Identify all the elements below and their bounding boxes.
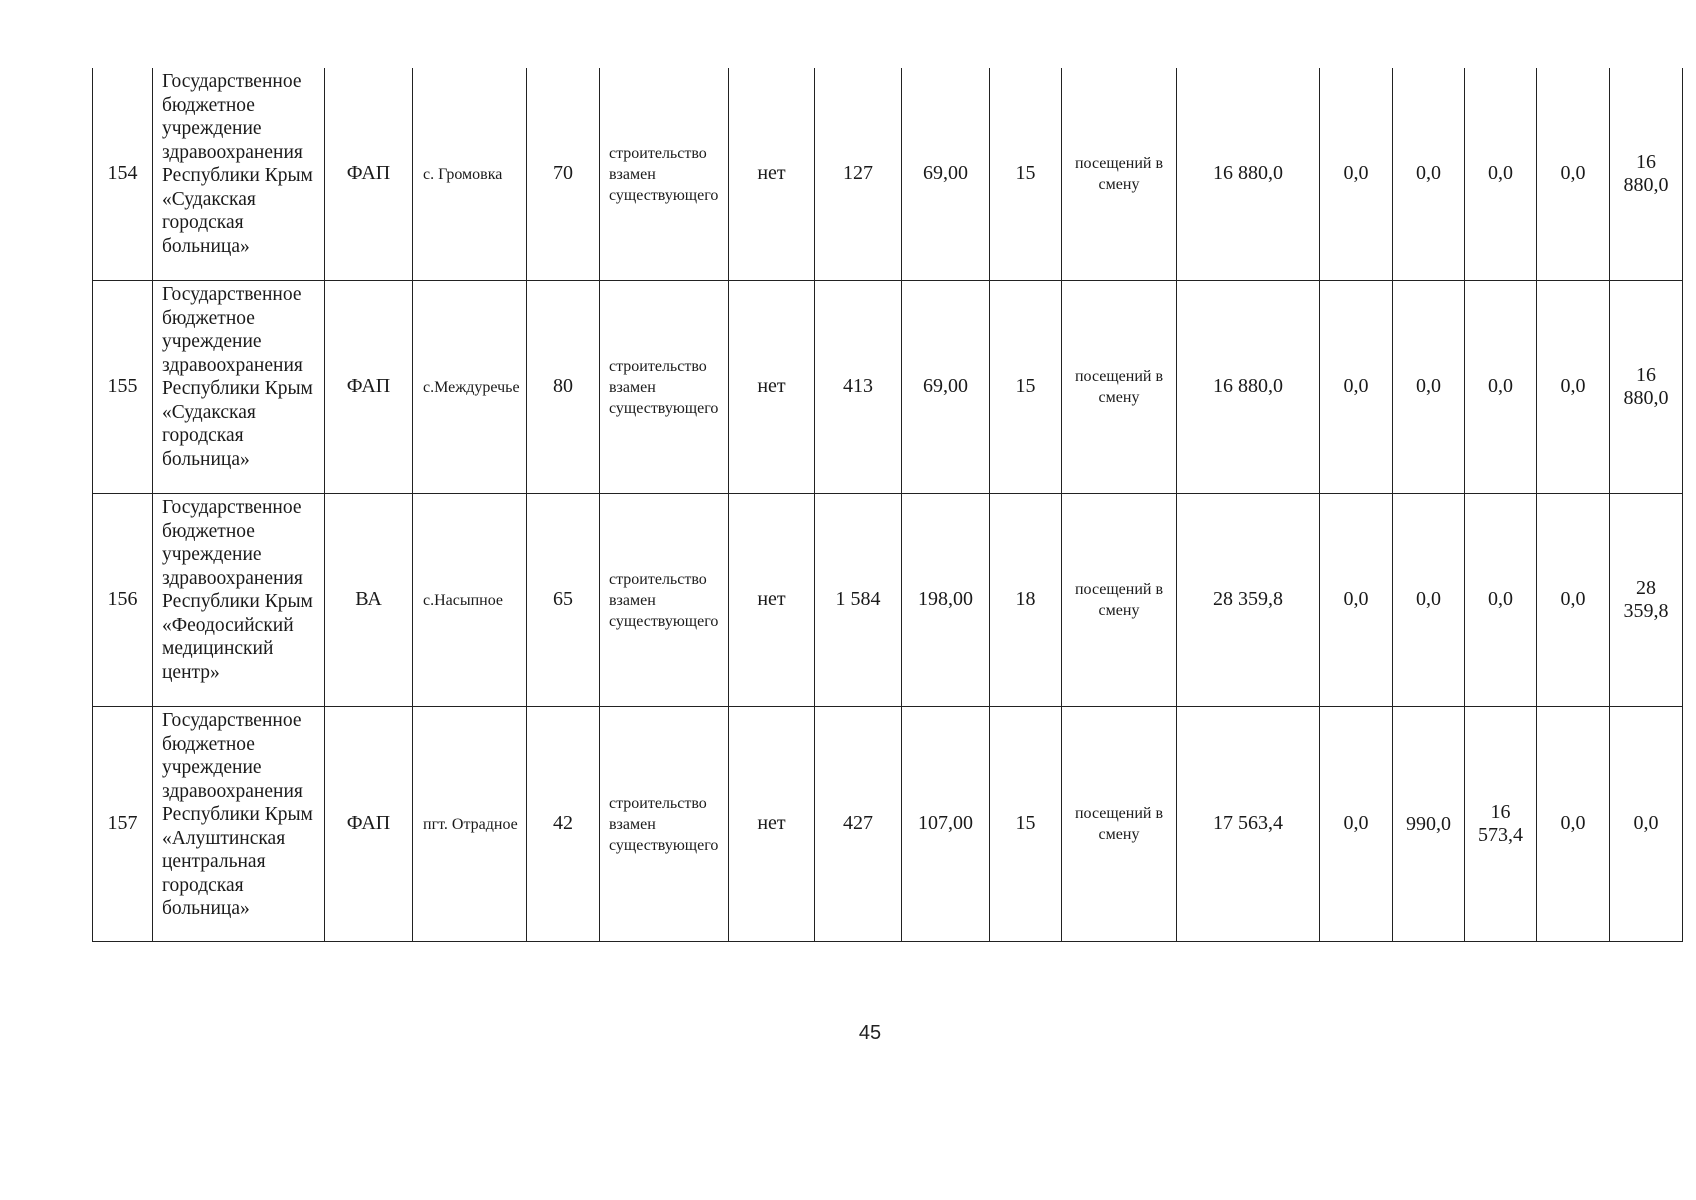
- cell-col14: 0,0: [1465, 494, 1537, 707]
- work-type: строительство взамен существующего: [600, 281, 729, 494]
- row-number: 157: [93, 707, 153, 942]
- table-body: [93, 68, 1683, 942]
- row-number: 154: [93, 68, 153, 281]
- cell-col8: 198,00: [902, 494, 990, 707]
- row-number: 155: [93, 281, 153, 494]
- cell-col6: нет: [729, 281, 815, 494]
- cell-col11: 16 880,0: [1177, 281, 1320, 494]
- cell-col13: 0,0: [1393, 494, 1465, 707]
- facilities-table: [92, 68, 1683, 942]
- cell-col9: 15: [990, 281, 1062, 494]
- cell-col8: 69,00: [902, 281, 990, 494]
- settlement: с.Междуречье: [413, 281, 527, 494]
- capacity-unit: посещений в смену: [1062, 707, 1177, 942]
- table-row: [93, 68, 1683, 281]
- facility-type: ФАП: [325, 707, 413, 942]
- capacity-unit: посещений в смену: [1062, 68, 1177, 281]
- cell-col16: 16 880,0: [1610, 68, 1683, 281]
- cell-col11: 28 359,8: [1177, 494, 1320, 707]
- cell-col4: 42: [527, 707, 600, 942]
- row-number: 156: [93, 494, 153, 707]
- cell-col9: 18: [990, 494, 1062, 707]
- cell-col14: 0,0: [1465, 68, 1537, 281]
- cell-col16: 28 359,8: [1610, 494, 1683, 707]
- organization-name: Государственное бюджетное учреждение здравоохранения Республики Крым «Судакская городская больница»: [153, 68, 325, 281]
- cell-col13: 0,0: [1393, 281, 1465, 494]
- page-number: 45: [858, 1022, 882, 1044]
- cell-col9: 15: [990, 68, 1062, 281]
- cell-col8: 69,00: [902, 68, 990, 281]
- cell-col14: 16 573,4: [1465, 707, 1537, 942]
- cell-col13: 0,0: [1393, 68, 1465, 281]
- work-type: строительство взамен существующего: [600, 494, 729, 707]
- facility-type: ВА: [325, 494, 413, 707]
- table-row: [93, 494, 1683, 707]
- cell-col11: 16 880,0: [1177, 68, 1320, 281]
- cell-col4: 80: [527, 281, 600, 494]
- cell-col16: 16 880,0: [1610, 281, 1683, 494]
- cell-col12: 0,0: [1320, 68, 1393, 281]
- cell-col16: 0,0: [1610, 707, 1683, 942]
- organization-name: Государственное бюджетное учреждение здравоохранения Республики Крым «Феодосийский медицинский центр»: [153, 494, 325, 707]
- cell-col7: 427: [815, 707, 902, 942]
- cell-col6: нет: [729, 494, 815, 707]
- cell-col4: 70: [527, 68, 600, 281]
- capacity-unit: посещений в смену: [1062, 281, 1177, 494]
- organization-name: Государственное бюджетное учреждение здравоохранения Республики Крым «Судакская городская больница»: [153, 281, 325, 494]
- cell-col14: 0,0: [1465, 281, 1537, 494]
- settlement: пгт. Отрадное: [413, 707, 527, 942]
- cell-col6: нет: [729, 707, 815, 942]
- work-type: строительство взамен существующего: [600, 707, 729, 942]
- cell-col9: 15: [990, 707, 1062, 942]
- cell-col7: 1 584: [815, 494, 902, 707]
- cell-col15: 0,0: [1537, 707, 1610, 942]
- cell-col7: 127: [815, 68, 902, 281]
- cell-col4: 65: [527, 494, 600, 707]
- cell-col8: 107,00: [902, 707, 990, 942]
- cell-col15: 0,0: [1537, 494, 1610, 707]
- cell-col13: 990,0: [1393, 707, 1465, 942]
- cell-col7: 413: [815, 281, 902, 494]
- work-type: строительство взамен существующего: [600, 68, 729, 281]
- settlement: с. Громовка: [413, 68, 527, 281]
- cell-col12: 0,0: [1320, 707, 1393, 942]
- cell-col6: нет: [729, 68, 815, 281]
- cell-col11: 17 563,4: [1177, 707, 1320, 942]
- table-row: [93, 707, 1683, 942]
- cell-col15: 0,0: [1537, 281, 1610, 494]
- facility-type: ФАП: [325, 68, 413, 281]
- cell-col12: 0,0: [1320, 494, 1393, 707]
- cell-col12: 0,0: [1320, 281, 1393, 494]
- facility-type: ФАП: [325, 281, 413, 494]
- table-row: [93, 281, 1683, 494]
- settlement: с.Насыпное: [413, 494, 527, 707]
- cell-col15: 0,0: [1537, 68, 1610, 281]
- capacity-unit: посещений в смену: [1062, 494, 1177, 707]
- organization-name: Государственное бюджетное учреждение здравоохранения Республики Крым «Алуштинская центральная городская больница»: [153, 707, 325, 942]
